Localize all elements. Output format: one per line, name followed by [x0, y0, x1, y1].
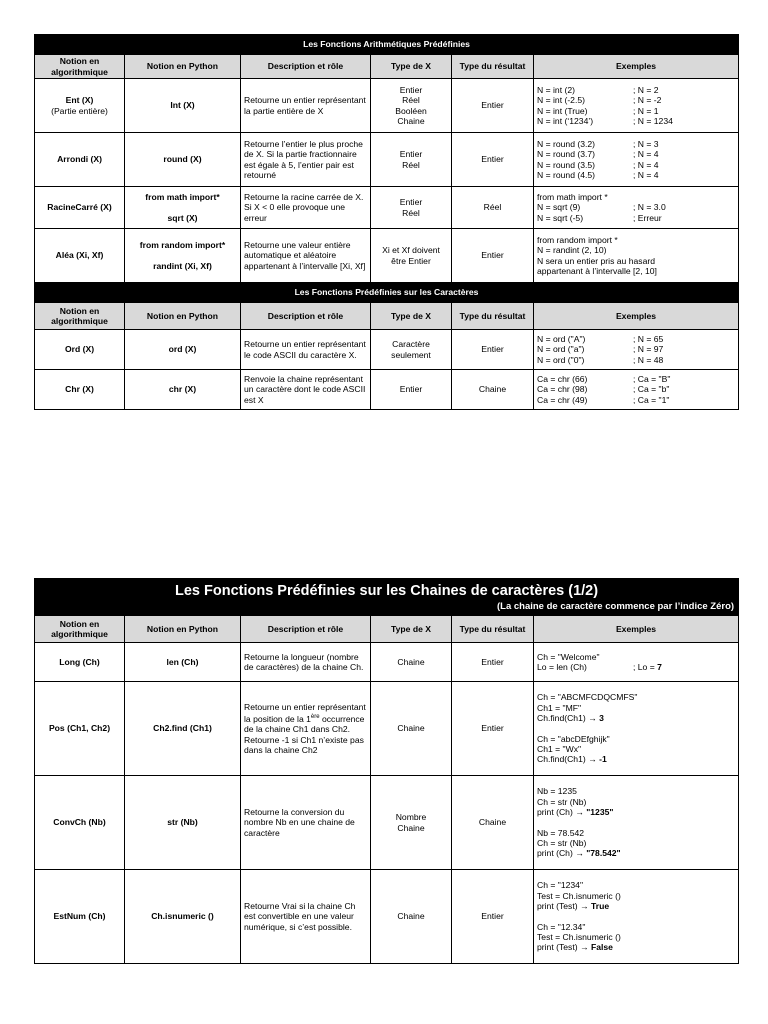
type-x-cell: Entier Réel: [371, 133, 452, 187]
examples-cell: from random import * N = randint (2, 10) N sera un entier pris au hasard appartenant à l’intervalle [2, 10]: [534, 229, 739, 283]
python-cell: round (X): [125, 133, 241, 187]
table-row: [35, 682, 739, 776]
table-row: [35, 370, 739, 410]
examples-cell: N = int (2) ; N = 2 N = int (-2.5) ; N = -2 N = int (True) ; N = 1 N = int (‘1234’) ; N = 1234: [534, 79, 739, 133]
table3-subtitle: (La chaine de caractère commence par l’indice Zéro): [496, 601, 735, 612]
examples-cell: Nb = 1235 Ch = str (Nb) print (Ch) → "1235" Nb = 78.542 Ch = str (Nb) print (Ch) → "78.542": [534, 776, 739, 870]
result-type-cell: Entier: [452, 643, 534, 682]
header-notion: Notion en algorithmique: [35, 55, 125, 79]
arrow-icon: →: [579, 942, 589, 953]
description-cell: Retourne un entier représentant la partie entière de X: [241, 79, 371, 133]
examples-cell: Ca = chr (66) ; Ca = "B" Ca = chr (98) ; Ca = "b" Ca = chr (49) ; Ca = "1": [534, 370, 739, 410]
examples-cell: Ch = "Welcome" Lo = len (Ch) ; Lo = 7: [534, 643, 739, 682]
result-type-cell: Chaine: [452, 370, 534, 410]
python-cell: ord (X): [125, 330, 241, 370]
python-cell: chr (X): [125, 370, 241, 410]
notion-cell: Chr (X): [35, 370, 125, 410]
header-description: Description et rôle: [241, 303, 371, 330]
table-row: [35, 330, 739, 370]
result-type-cell: Entier: [452, 870, 534, 964]
result-type-cell: Entier: [452, 330, 534, 370]
description-cell: Retourne une valeur entière automatique et aléatoire appartenant à l’intervalle [Xi, Xf]: [241, 229, 371, 283]
arithmetic-functions-table: [34, 34, 739, 410]
python-cell: from random import* randint (Xi, Xf): [125, 229, 241, 283]
python-cell: Ch2.find (Ch1): [125, 682, 241, 776]
python-cell: Int (X): [125, 79, 241, 133]
notion-cell: Aléa (Xi, Xf): [35, 229, 125, 283]
result-type-cell: Chaine: [452, 776, 534, 870]
notion-cell: EstNum (Ch): [35, 870, 125, 964]
notion-cell: Long (Ch): [35, 643, 125, 682]
header-description: Description et rôle: [241, 55, 371, 79]
type-x-cell: Xi et Xf doivent être Entier: [371, 229, 452, 283]
type-x-cell: Entier Réel: [371, 187, 452, 229]
arrow-icon: →: [575, 807, 584, 818]
table1-header-row: [35, 55, 739, 79]
examples-cell: Ch = "1234" Test = Ch.isnumeric () print (Test) → True Ch = "12.34" Test = Ch.isnumeric () print (Test) → False: [534, 870, 739, 964]
python-cell: str (Nb): [125, 776, 241, 870]
examples-cell: N = round (3.2) ; N = 3 N = round (3.7) ; N = 4 N = round (3.5) ; N = 4 N = round (4.5) ; N = 4: [534, 133, 739, 187]
python-cell: Ch.isnumeric (): [125, 870, 241, 964]
description-cell: Retourne un entier représentant le code ASCII du caractère X.: [241, 330, 371, 370]
description-cell: Retourne un entier représentant la position de la 1ère occurrence de la chaine Ch1 dans Ch2. Retourne -1 si Ch1 n’existe pas dans la chaine Ch2: [241, 682, 371, 776]
description-cell: Retourne l’entier le plus proche de X. Si la partie fractionnaire est égale à 5, l’entier pair est retourné: [241, 133, 371, 187]
notion-sub: (Partie entière): [51, 105, 108, 116]
header-type-x: Type de X: [371, 616, 452, 643]
arrow-icon: →: [588, 754, 597, 765]
table-row: [35, 643, 739, 682]
table2-title: Les Fonctions Prédéfinies sur les Caractères: [35, 283, 739, 303]
type-x-cell: Chaine: [371, 870, 452, 964]
header-examples: Exemples: [534, 616, 739, 643]
type-x-cell: Entier Réel Booléen Chaine: [371, 79, 452, 133]
table3-title: Les Fonctions Prédéfinies sur les Chaines de caractères (1/2): [174, 583, 599, 599]
header-description: Description et rôle: [241, 616, 371, 643]
arrow-icon: →: [575, 848, 584, 859]
result-type-cell: Entier: [452, 79, 534, 133]
result-type-cell: Réel: [452, 187, 534, 229]
examples-cell: N = ord ("A") ; N = 65 N = ord ("a") ; N = 97 N = ord ("0") ; N = 48: [534, 330, 739, 370]
type-x-cell: Chaine: [371, 682, 452, 776]
notion-cell: Arrondi (X): [35, 133, 125, 187]
arrow-icon: →: [579, 901, 589, 912]
description-cell: Retourne la conversion du nombre Nb en une chaine de caractère: [241, 776, 371, 870]
table-row: [35, 870, 739, 964]
type-x-cell: Entier: [371, 370, 452, 410]
description-cell: Retourne la racine carrée de X. Si X < 0 elle provoque une erreur: [241, 187, 371, 229]
string-functions-table: [34, 578, 739, 964]
table-row: [35, 133, 739, 187]
examples-cell: Ch = "ABCMFCDQCMFS" Ch1 = "MF" Ch.find(Ch1) → 3 Ch = "abcDEfghijk" Ch1 = "Wx" Ch.find(Ch1) → -1: [534, 682, 739, 776]
header-notion: Notion en algorithmique: [35, 303, 125, 330]
examples-cell: from math import * N = sqrt (9) ; N = 3.0 N = sqrt (-5) ; Erreur: [534, 187, 739, 229]
type-x-cell: Chaine: [371, 643, 452, 682]
header-python: Notion en Python: [125, 303, 241, 330]
python-cell: from math import* sqrt (X): [125, 187, 241, 229]
result-type-cell: Entier: [452, 682, 534, 776]
notion-cell: RacineCarré (X): [35, 187, 125, 229]
table-row: [35, 229, 739, 283]
table-row: [35, 79, 739, 133]
arrow-icon: →: [588, 713, 597, 724]
type-x-cell: Nombre Chaine: [371, 776, 452, 870]
header-result-type: Type du résultat: [452, 303, 534, 330]
header-result-type: Type du résultat: [452, 616, 534, 643]
header-result-type: Type du résultat: [452, 55, 534, 79]
type-x-cell: Caractère seulement: [371, 330, 452, 370]
table-row: [35, 776, 739, 870]
notion-cell: Ent (X): [65, 95, 94, 106]
header-examples: Exemples: [534, 303, 739, 330]
result-type-cell: Entier: [452, 133, 534, 187]
header-notion: Notion en algorithmique: [35, 616, 125, 643]
header-python: Notion en Python: [125, 55, 241, 79]
result-type-cell: Entier: [452, 229, 534, 283]
notion-cell: Pos (Ch1, Ch2): [35, 682, 125, 776]
python-cell: len (Ch): [125, 643, 241, 682]
table-row: [35, 187, 739, 229]
description-cell: Retourne la longueur (nombre de caractères) de la chaine Ch.: [241, 643, 371, 682]
header-examples: Exemples: [534, 55, 739, 79]
table1-title: Les Fonctions Arithmétiques Prédéfinies: [35, 35, 739, 55]
table3-title-bar: [35, 579, 739, 616]
description-cell: Retourne Vrai si la chaine Ch est convertible en une valeur numérique, si c’est possible.: [241, 870, 371, 964]
notion-cell: Ord (X): [35, 330, 125, 370]
header-python: Notion en Python: [125, 616, 241, 643]
table3-header-row: [35, 616, 739, 643]
table2-header-row: [35, 303, 739, 330]
header-type-x: Type de X: [371, 303, 452, 330]
description-cell: Renvoie la chaine représentant un caractère dont le code ASCII est X: [241, 370, 371, 410]
notion-cell: ConvCh (Nb): [35, 776, 125, 870]
header-type-x: Type de X: [371, 55, 452, 79]
